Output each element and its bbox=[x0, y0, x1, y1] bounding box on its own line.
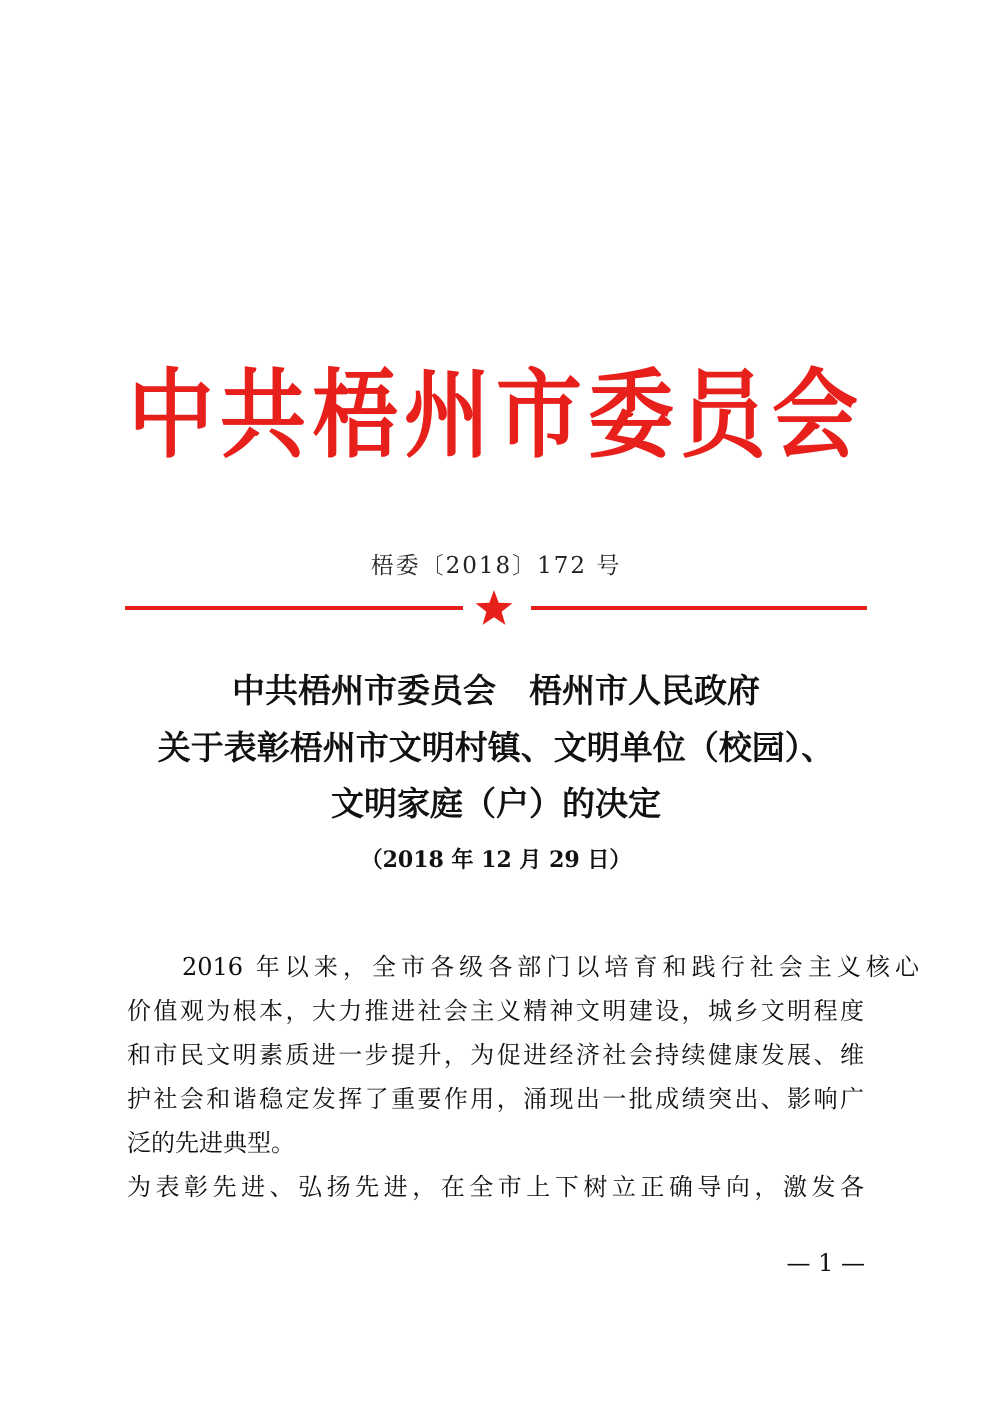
document-title-line-3: 文明家庭（户）的决定 bbox=[331, 784, 661, 823]
body-text-line: 价值观为根本，大力推进社会主义精神文明建设，城乡文明程度 bbox=[127, 997, 864, 1025]
body-text-line: 护社会和谐稳定发挥了重要作用，涌现出一批成绩突出、影响广 bbox=[127, 1085, 864, 1113]
red-star-icon bbox=[474, 588, 514, 628]
page-number: — 1 — bbox=[786, 1249, 865, 1277]
body-text-line: 和市民文明素质进一步提升，为促进经济社会持续健康发展、维 bbox=[127, 1041, 864, 1069]
red-divider-left bbox=[125, 606, 463, 610]
issuer-masthead: 中共梧州市委员会 bbox=[128, 360, 864, 472]
document-title-line-2: 关于表彰梧州市文明村镇、文明单位（校园）、 bbox=[157, 728, 835, 767]
document-number: 梧委〔2018〕172 号 bbox=[370, 553, 622, 579]
body-text-line: 为表彰先进、弘扬先进，在全市上下树立正确导向，激发各 bbox=[127, 1173, 864, 1201]
body-text-line: 2016 年以来，全市各级各部门以培育和践行社会主义核心 bbox=[182, 953, 919, 981]
document-date: （2018 年 12 月 29 日） bbox=[360, 847, 632, 873]
red-divider-right bbox=[531, 606, 867, 610]
document-title-line-1: 中共梧州市委员会 梧州市人民政府 bbox=[232, 671, 760, 710]
body-text-line: 泛的先进典型。 bbox=[127, 1129, 295, 1157]
